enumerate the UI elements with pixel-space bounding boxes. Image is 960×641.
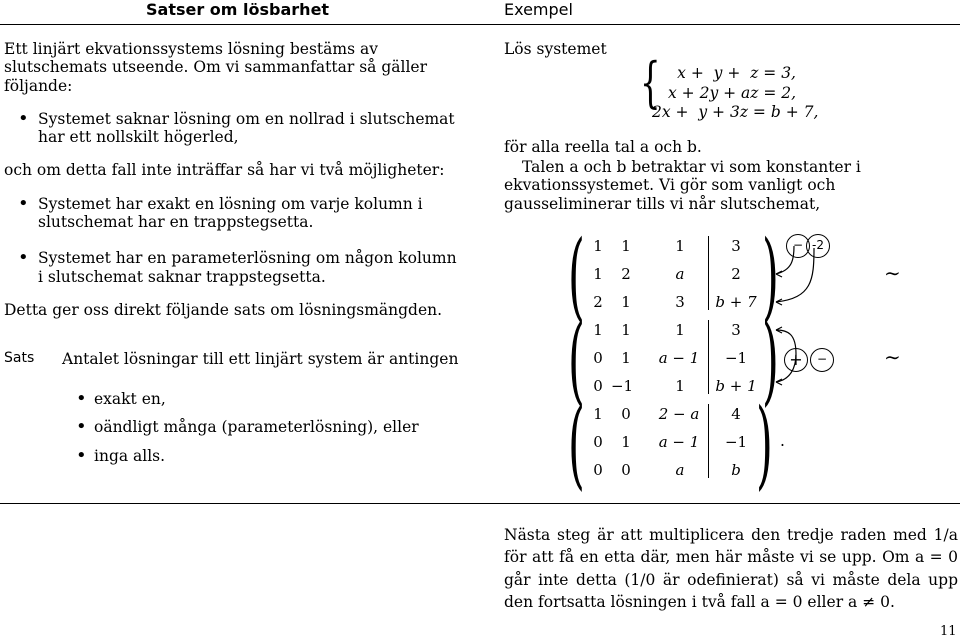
m1-r3-c4: b + 7 xyxy=(715,293,757,311)
matrix3-right-paren: ) xyxy=(756,388,773,500)
bottom-paragraph: Nästa steg är att multiplicera den tredje raden med 1/a för att få en etta där, men här måste vi se upp. Om a = 0 går inte detta (1/0 är odefinierat) så vi måste dela upp den fortsatta lösningen i två fall a = 0 eller a ≠ 0. xyxy=(504,526,958,612)
m1-r2-c2: 2 xyxy=(621,265,631,283)
m2-r2-c3: a − 1 xyxy=(658,349,700,367)
after-system-text: för alla reella tal a och b. xyxy=(504,138,702,156)
conclusion-paragraph: Detta ger oss direkt följande sats om lösningsmängden. xyxy=(4,300,443,319)
m2-r2-c1: 0 xyxy=(593,349,603,367)
arrow-head-r2 xyxy=(776,271,782,277)
m2-r1-c1: 1 xyxy=(593,321,603,339)
m3-r3-c2: 0 xyxy=(621,461,631,479)
lead-text: Lös systemet xyxy=(504,40,607,58)
matrix3-left-paren: ( xyxy=(568,388,585,500)
tilde-1: ∼ xyxy=(884,261,901,285)
m1-r1-c2: 1 xyxy=(621,237,631,255)
m3-r2-c3: a − 1 xyxy=(658,433,700,451)
theorem-label: Sats xyxy=(4,350,35,366)
m1-r2-c4: 2 xyxy=(731,265,741,283)
theorem-list xyxy=(62,390,442,465)
matrix1-left-paren: ( xyxy=(568,220,585,332)
m2-r3-c4: b + 1 xyxy=(715,377,757,395)
left-column xyxy=(4,40,460,319)
m3-r1-c3: 2 − a xyxy=(658,405,700,423)
m3-r2-c4: −1 xyxy=(724,433,748,451)
theorem-item-exact-one: • exakt en, xyxy=(62,390,442,408)
system-eq-2: x + 2y + az = 2, xyxy=(668,84,797,102)
m3-r1-c2: 0 xyxy=(621,405,631,423)
m1-r3-c1: 2 xyxy=(593,293,603,311)
m1-r3-c3: 3 xyxy=(675,293,685,311)
system-eq-1: x + y + z = 3, xyxy=(677,64,796,82)
theorem-item-none: • inga alls. xyxy=(62,447,442,465)
m3-r3-c4: b xyxy=(731,461,741,479)
bottom-rule xyxy=(0,503,960,504)
bullet-no-solution: • Systemet saknar lösning om en nollrad i slutschemat har ett nollskilt högerled, xyxy=(4,110,460,147)
m3-r1-c1: 1 xyxy=(593,405,603,423)
op-m2-circle: -2 xyxy=(806,234,830,258)
matrix1-right-paren: ) xyxy=(762,220,779,332)
m3-r3-c1: 0 xyxy=(593,461,603,479)
right-heading: Exempel xyxy=(504,0,573,19)
left-heading: Satser om lösbarhet xyxy=(146,0,330,19)
m1-r1-c1: 1 xyxy=(593,237,603,255)
m1-r2-c1: 1 xyxy=(593,265,603,283)
m2-r2-c2: 1 xyxy=(621,349,631,367)
m2-r3-c2: −1 xyxy=(610,377,634,395)
m1-r1-c4: 3 xyxy=(731,237,741,255)
m1-r2-c3: a xyxy=(675,265,685,283)
m2-r1-c4: 3 xyxy=(731,321,741,339)
bullet-parameter: • Systemet har en parameterlösning om någon kolumn i slutschemat saknar trappstegsetta. xyxy=(4,249,460,286)
theorem-item-infinite: • oändligt många (parameterlösning), eller xyxy=(62,418,442,436)
system-brace: { xyxy=(640,51,661,114)
op-minus-circle: − xyxy=(786,234,810,258)
m3-r3-c3: a xyxy=(675,461,685,479)
op-minus-circle-2: − xyxy=(810,348,834,372)
middle-paragraph: och om detta fall inte inträffar så har vi två möjligheter: xyxy=(4,161,445,180)
intro-paragraph: Ett linjärt ekvationssystems lösning bestäms av slutschemats utseende. Om vi sammanfattar så gäller följande: xyxy=(4,40,427,95)
m1-r1-c3: 1 xyxy=(675,237,685,255)
m2-r3-c1: 0 xyxy=(593,377,603,395)
row-op-arrows-1 xyxy=(772,240,832,310)
m3-r1-c4: 4 xyxy=(731,405,741,423)
page-number: 11 xyxy=(940,624,957,639)
m3-r2-c1: 0 xyxy=(593,433,603,451)
m2-r1-c2: 1 xyxy=(621,321,631,339)
m3-r2-c2: 1 xyxy=(621,433,631,451)
matrix2-left-paren: ( xyxy=(568,304,585,416)
m2-r3-c3: 1 xyxy=(675,377,685,395)
gauss-paragraph: Talen a och b betraktar vi som konstanter i ekvationssystemet. Vi gör som vanligt och gausseliminerar tills vi når slutschemat, xyxy=(504,158,861,213)
op-plus-circle: + xyxy=(784,348,808,372)
top-rule xyxy=(0,24,960,25)
m2-r1-c3: 1 xyxy=(675,321,685,339)
matrix3-period: . xyxy=(780,432,785,450)
bullet-exact-one: • Systemet har exakt en lösning om varje kolumn i slutschemat har en trappstegsetta. xyxy=(4,195,460,232)
tilde-2: ∼ xyxy=(884,345,901,369)
matrix2-right-paren: ) xyxy=(762,304,779,416)
m2-r2-c4: −1 xyxy=(724,349,748,367)
theorem-text: Antalet lösningar till ett linjärt system är antingen xyxy=(62,350,459,368)
m1-r3-c2: 1 xyxy=(621,293,631,311)
system-eq-3: 2x + y + 3z = b + 7, xyxy=(652,103,819,121)
